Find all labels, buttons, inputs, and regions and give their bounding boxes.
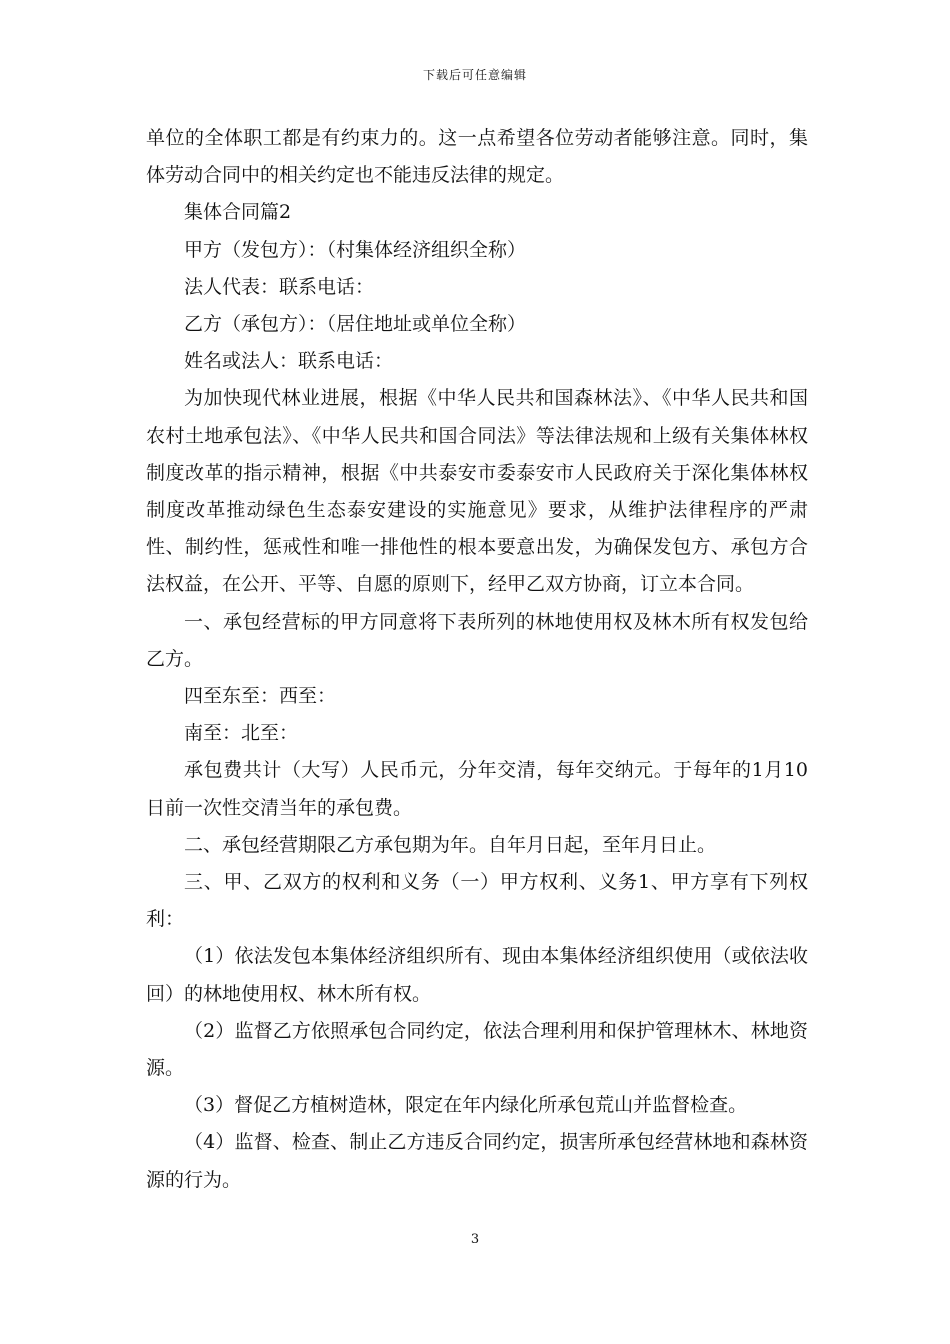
paragraph: 为加快现代林业进展，根据《中华人民共和国森林法》、《中华人民共和国农村土地承包法》、《中华人民共和国合同法》等法律法规和上级有关集体林权制度改革的指示精神，根据《中共泰安市委泰安市人民政府关于深化集体林权制度改革推动绿色生态泰安建设的实施意见》要求，从维护法律程序的严肃性、制约性，惩戒性和唯一排他性的根本要意出发，为确保发包方、承包方合法权益，在公开、平等、自愿的原则下，经甲乙双方协商，订立本合同。	[146, 387, 808, 596]
page-header: 下载后可任意编辑	[422, 68, 527, 82]
paragraph: 三、甲、乙双方的权利和义务（一）甲方权利、义务1、甲方享有下列权利：	[146, 871, 808, 931]
list-item: （1）依法发包本集体经济组织所有、现由本集体经济组织使用（或依法收回）的林地使用权、林木所有权。	[146, 945, 808, 1005]
list-item: （2）监督乙方依照承包合同约定，依法合理利用和保护管理林木、林地资源。	[146, 1019, 808, 1080]
paragraph: 单位的全体职工都是有约束力的。这一点希望各位劳动者能够注意。同时，集体劳动合同中的相关约定也不能违反法律的规定。	[146, 127, 808, 187]
party-b-line: 乙方（承包方）：（居住地址或单位全称）	[184, 313, 527, 336]
legal-rep-line: 法人代表：联系电话：	[184, 275, 375, 298]
boundary-line: 四至东至：西至：	[184, 685, 337, 708]
paragraph: 承包费共计（大写）人民币元，分年交清，每年交纳元。于每年的1月10日前一次性交清当年的承包费。	[146, 759, 808, 819]
paragraph: 一、承包经营标的甲方同意将下表所列的林地使用权及林木所有权发包给乙方。	[146, 610, 808, 670]
list-item: （3）督促乙方植树造林，限定在年内绿化所承包荒山并监督检查。	[184, 1094, 748, 1117]
list-item: （4）监督、检查、制止乙方违反合同约定，损害所承包经营林地和森林资源的行为。	[146, 1131, 808, 1191]
page-number: 3	[470, 1232, 480, 1247]
section-heading: 集体合同篇2	[184, 201, 292, 224]
boundary-line: 南至：北至：	[184, 722, 299, 745]
paragraph: 二、承包经营期限乙方承包期为年。自年月日起，至年月日止。	[184, 833, 717, 856]
document-body	[146, 120, 808, 1199]
party-a-line: 甲方（发包方）：（村集体经济组织全称）	[184, 238, 527, 261]
name-or-legal-line: 姓名或法人：联系电话：	[184, 350, 394, 373]
